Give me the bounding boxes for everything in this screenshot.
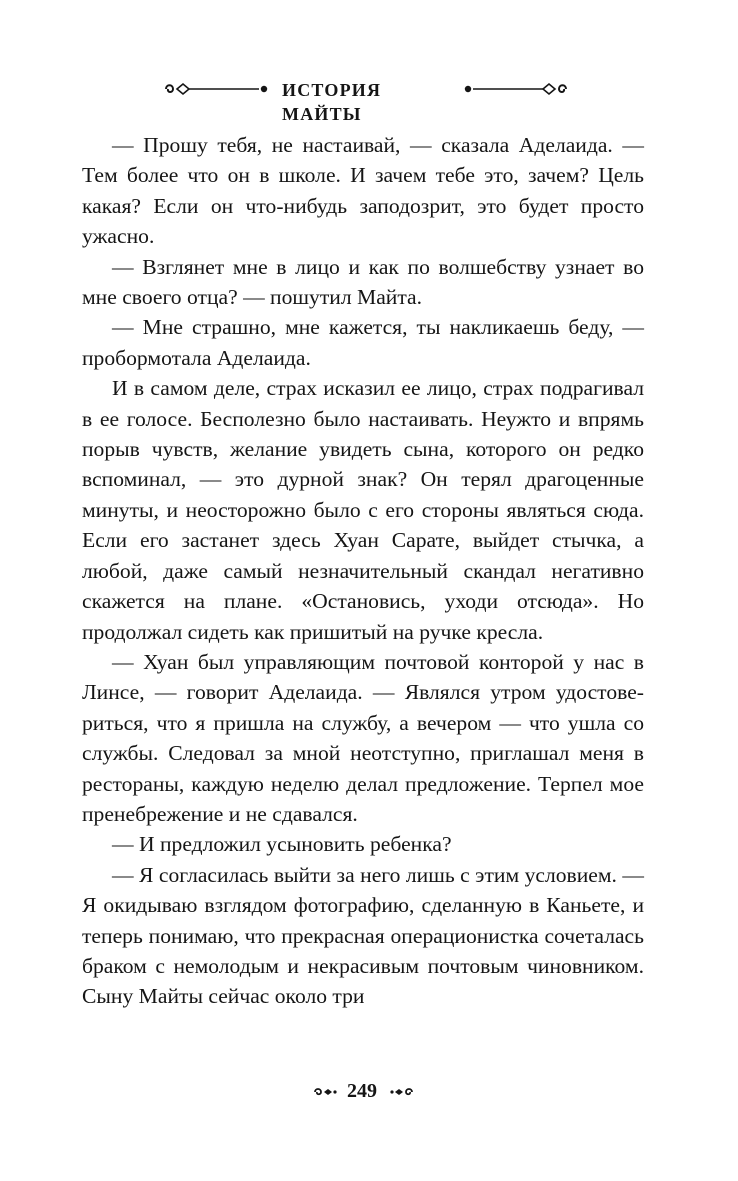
running-header-title: ИСТОРИЯ МАЙТЫ bbox=[282, 80, 382, 124]
paragraph: — Мне страшно, мне кажется, ты накликаешь беду, — пробормотала Аделаида. bbox=[82, 315, 644, 370]
body-text bbox=[82, 130, 644, 1012]
paragraph: — Взглянет мне в лицо и как по волшебству узнает во мне своего отца? — пошутил Майта. bbox=[82, 254, 644, 310]
header-ornament-right bbox=[461, 80, 569, 98]
paragraph: — Хуан был управляющим почтовой конторой у нас в Линсе, — говорит Аделаида. — Являлся утром удостовериться, что я пришла на службу, а вечером — что ушла со службы. Следовал за мной неотступно, приглашал меня в рестораны, каждую неделю делал предложение. Терпел мое пренебрежение и не сдавался. bbox=[82, 649, 644, 826]
paragraph: — И предложил усыновить ребенка? bbox=[112, 832, 452, 857]
page-folio bbox=[0, 1077, 738, 1107]
paragraph: И в самом деле, страх исказил ее лицо, страх подрагивал в ее голосе. Бесполезно было настаивать. Неужто и впрямь порыв чувств, желание увидеть сына, которого он редко вспоминал, — это дурной знак? Он терял драгоценные минуты, и неосторожно было с его стороны являться сюда. Если его застанет здесь Хуан Сарате, выйдет стычка, а любой, даже самый незначительный скандал негативно скажется на плане. «Остановись, уходи отсюда». Но продолжал сидеть как пришитый на ручке кресла. bbox=[82, 376, 644, 644]
folio-ornament-right bbox=[390, 1085, 414, 1099]
folio-ornament-left bbox=[313, 1085, 337, 1099]
header-ornament-left bbox=[163, 80, 271, 98]
page-number: 249 bbox=[347, 1080, 377, 1102]
running-header bbox=[0, 76, 738, 124]
paragraph: — Я согласилась выйти за него лишь с этим условием. — Я окидываю взглядом фотографию, сделанную в Каньете, и теперь понимаю, что прекрасная операционистка сочеталась браком с немолодым и некрасивым почтовым чиновником. Сыну Майты сейчас около три bbox=[82, 862, 644, 1009]
paragraph: — Прошу тебя, не настаивай, — сказала Аделаида. — Тем более что он в школе. И зачем тебе это, зачем? Цель какая? Если он что-нибудь заподозрит, это будет просто ужасно. bbox=[82, 133, 644, 249]
